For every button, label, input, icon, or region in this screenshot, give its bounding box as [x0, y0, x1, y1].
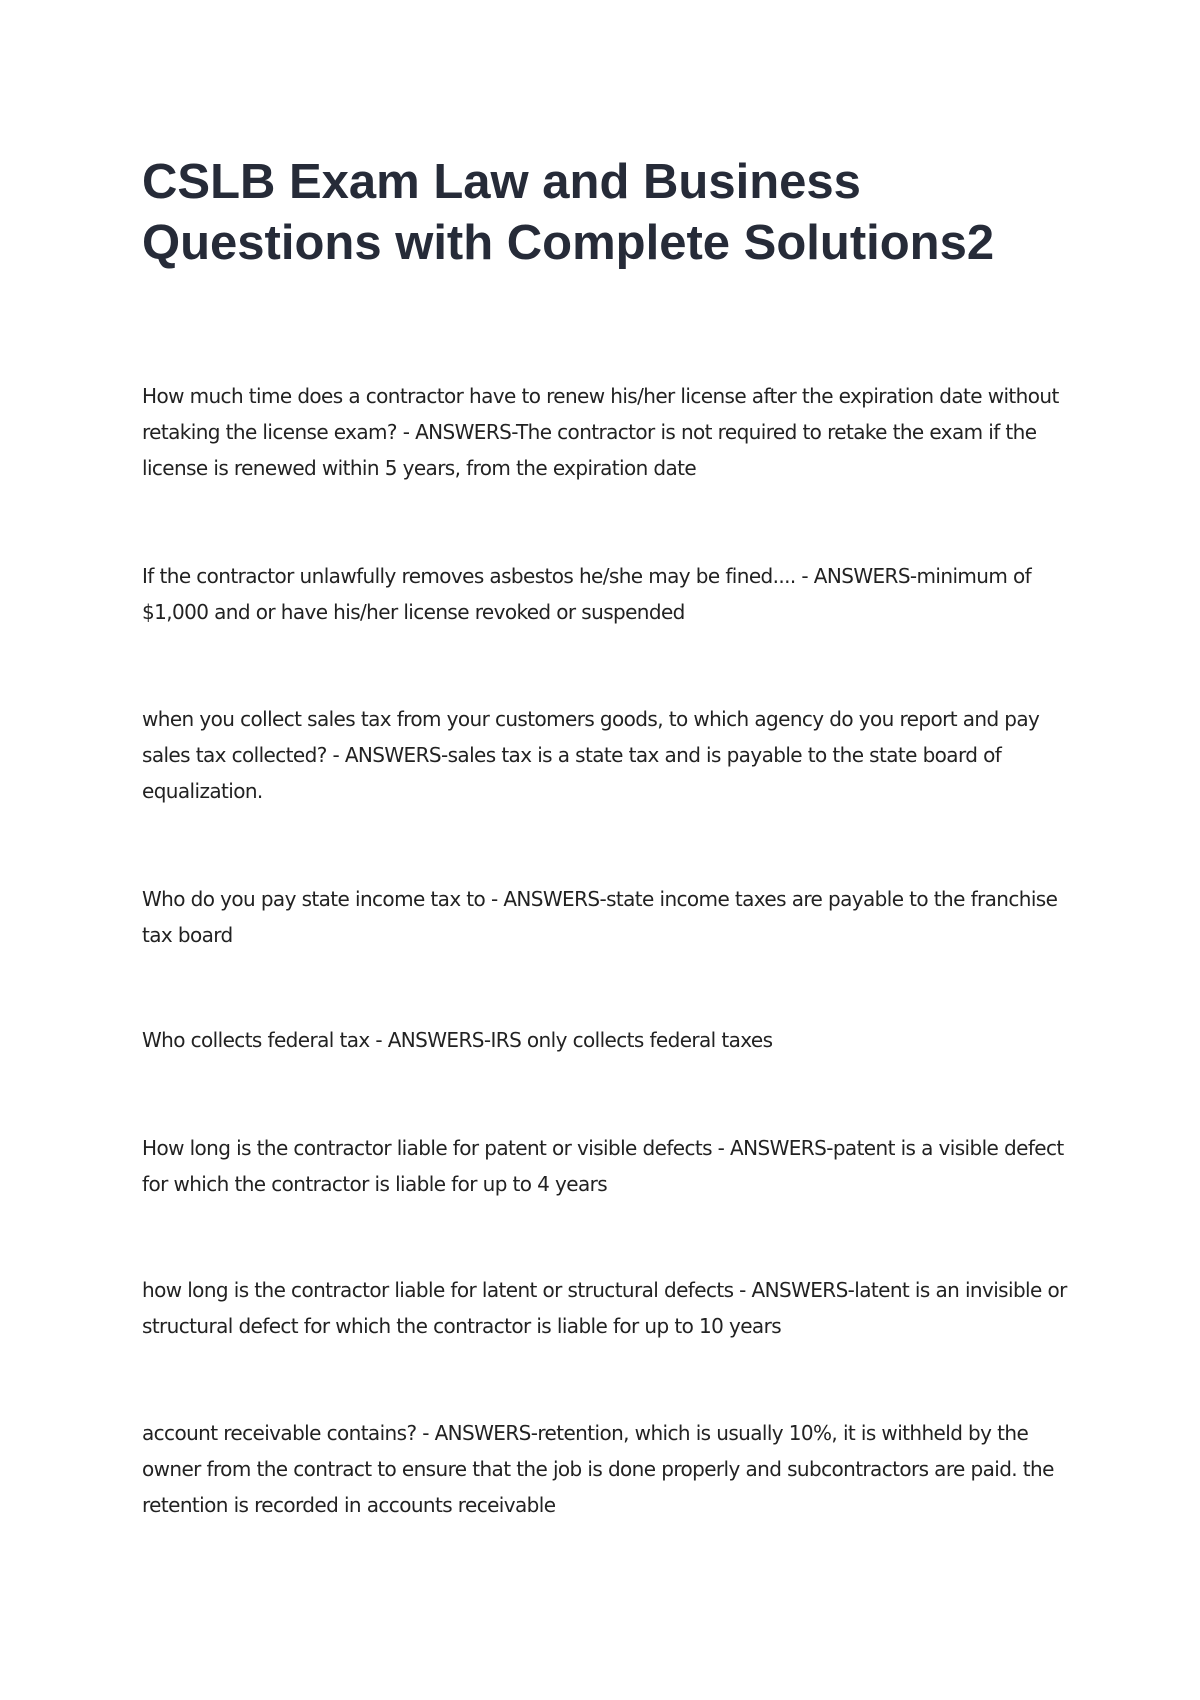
qa-item: How much time does a contractor have to renew his/her license after the expiration date without retaking the license exam? - ANSWERS-The contractor is not required to retake the exam if the license is renewed within 5 years, from the expiration date: [142, 384, 1059, 480]
qa-item: account receivable contains? - ANSWERS-retention, which is usually 10%, it is withheld by the owner from the contract to ensure that the job is done properly and subcontractors are paid. the retention is recorded in accounts receivable: [142, 1421, 1054, 1517]
qa-item: How long is the contractor liable for patent or visible defects - ANSWERS-patent is a visible defect for which the contractor is liable for up to 4 years: [142, 1136, 1064, 1196]
document-title: [142, 152, 1042, 274]
qa-item: when you collect sales tax from your customers goods, to which agency do you report and pay sales tax collected? - ANSWERS-sales tax is a state tax and is payable to the state board of equalization.: [142, 707, 1040, 803]
qa-item: If the contractor unlawfully removes asbestos he/she may be fined.... - ANSWERS-minimum of $1,000 and or have his/her license revoked or suspended: [142, 564, 1032, 624]
qa-item: how long is the contractor liable for latent or structural defects - ANSWERS-latent is an invisible or structural defect for which the contractor is liable for up to 10 years: [142, 1278, 1067, 1338]
document-title-line-1: CSLB Exam Law and Business: [142, 155, 861, 209]
document-title-line-2: Questions with Complete Solutions2: [142, 216, 995, 270]
qa-item: Who collects federal tax - ANSWERS-IRS only collects federal taxes: [142, 1028, 773, 1052]
qa-item: Who do you pay state income tax to - ANSWERS-state income taxes are payable to the franchise tax board: [142, 887, 1058, 947]
